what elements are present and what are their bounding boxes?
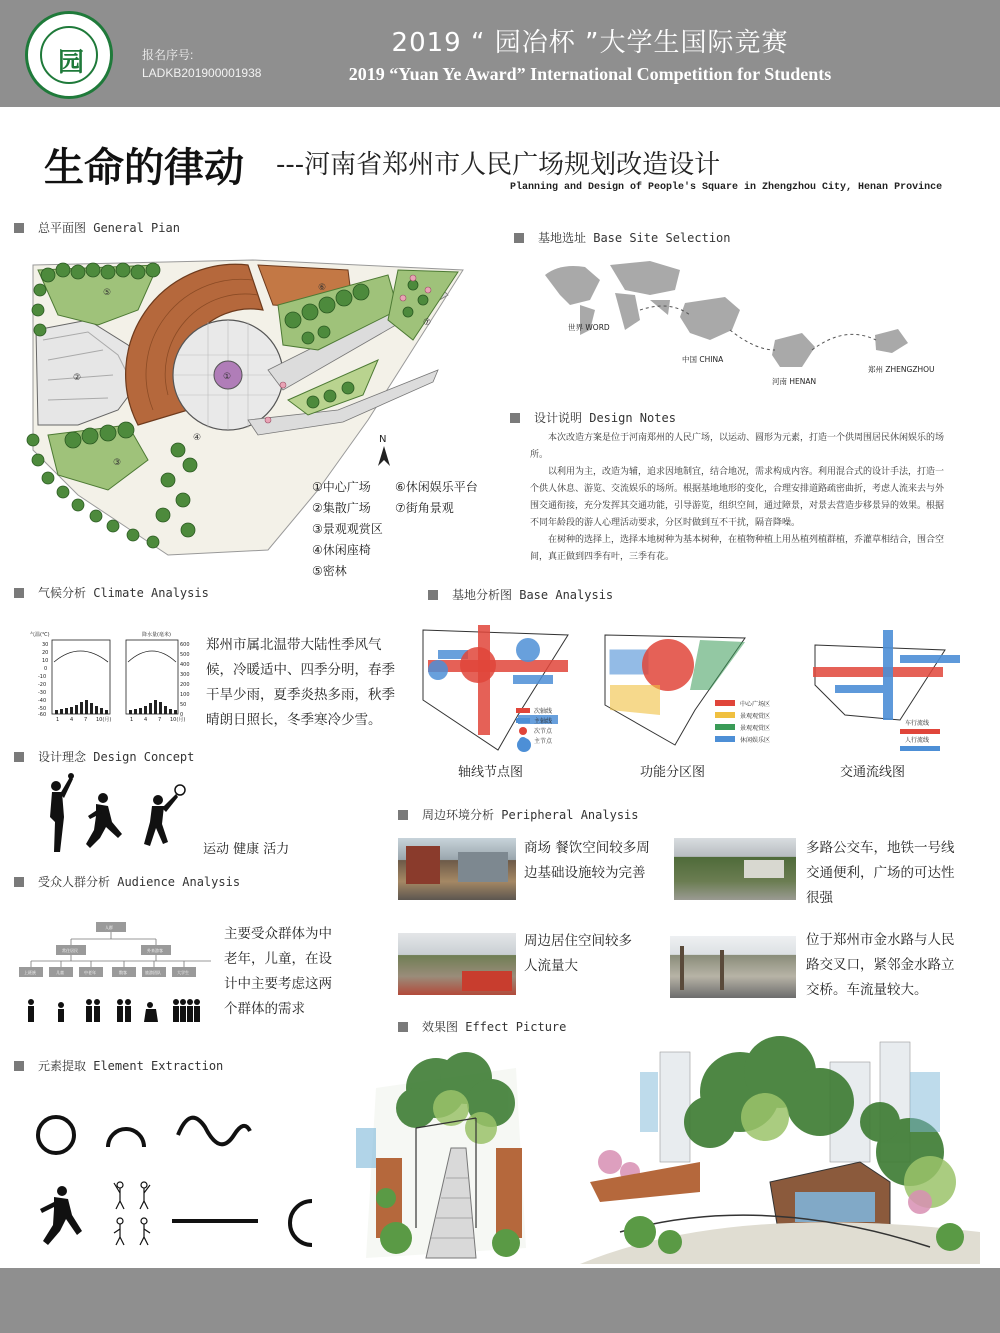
- tree-node: 大学生: [177, 970, 189, 975]
- axis-legend: 次轴线: [534, 708, 553, 715]
- temp-tick: -30: [38, 690, 47, 696]
- traffic-flow-diagram: [805, 625, 975, 755]
- competition-title-cn: 2019 “ 园冶杯 ”大学生国际竞赛: [391, 28, 789, 58]
- photo-bus-street: [674, 838, 796, 900]
- photo-bus: [462, 971, 512, 991]
- rain-tick: 400: [180, 662, 190, 668]
- plan-legend-col1: [312, 477, 383, 582]
- axis-legend: 次节点: [534, 728, 553, 735]
- design-notes-body: [530, 430, 948, 566]
- plan-marker: ④: [193, 433, 202, 443]
- section-marker-icon: [514, 233, 524, 243]
- section-marker-icon: [14, 1061, 24, 1071]
- section-marker-icon: [510, 413, 520, 423]
- function-zoning-diagram: [600, 630, 785, 755]
- stick-figures-icon: [114, 1182, 150, 1245]
- photo-tree-trunk: [680, 946, 684, 990]
- temp-tick: 0: [44, 666, 48, 672]
- effect-picture-path: [356, 1048, 536, 1268]
- caption-axis-node: 轴线节点图: [458, 765, 524, 780]
- map-label-china: 中国 CHINA: [682, 355, 724, 364]
- traffic-legend: 车行流线: [905, 720, 930, 727]
- arc-element-icon: [108, 1129, 144, 1147]
- axis-legend: 主轴线: [534, 718, 553, 725]
- plan-marker: ⑦: [423, 318, 432, 328]
- tree-node: 人群: [105, 925, 113, 930]
- section-audience: 受众人群分析 Audience Analysis: [14, 873, 240, 890]
- section-peripheral: 周边环境分析 Peripheral Analysis: [398, 806, 639, 823]
- poster-subtitle: ---河南省郑州市人民广场规划改造设计: [276, 150, 721, 180]
- rain-tick: 300: [180, 672, 190, 678]
- plan-legend-item: ④休闲座椅: [312, 543, 371, 557]
- site-location-map: [540, 255, 960, 395]
- plan-legend-item: ③景观观赏区: [312, 522, 383, 536]
- month-tick: 7: [84, 717, 88, 722]
- competition-logo: [25, 11, 113, 99]
- month-tick: 4: [70, 717, 74, 722]
- zone-legend: 景观观赏区: [740, 713, 771, 720]
- design-notes-paragraph: 本次改造方案是位于河南郑州的人民广场，以运动、圆形为元素，打造一个供周围居民休闲娱乐的场所。: [530, 433, 945, 460]
- competition-title-en: 2019 “Yuan Ye Award” International Competition for Students: [348, 64, 832, 84]
- plan-legend-item: ①中心广场: [312, 480, 371, 494]
- wave-element-icon: [178, 1118, 250, 1145]
- temp-tick: -10: [38, 674, 47, 680]
- design-notes-paragraph: 在树种的选择上，选择本地树种为基本树种，在植物种植上用丛植列植群植，乔灌草相结合，围合空间，真正做到四季有叶，三季有花。: [530, 535, 945, 562]
- temp-tick: -20: [38, 682, 47, 688]
- registration-number: LADKB201900001938: [142, 66, 262, 80]
- poster-title-en: Planning and Design of People's Square in Zhengzhou City, Henan Province: [510, 182, 943, 193]
- plan-marker: ①: [223, 372, 232, 382]
- traffic-legend: 人行流线: [905, 737, 930, 744]
- month-tick: 7: [158, 717, 162, 722]
- plan-legend-item: ⑤密林: [312, 564, 347, 578]
- axis-node-diagram: [418, 620, 588, 755]
- tree-node: 中老年: [84, 970, 96, 975]
- tree-node: 旅游团队: [145, 970, 161, 975]
- section-marker-icon: [14, 752, 24, 762]
- zone-legend: 景观观赏区: [740, 725, 771, 732]
- plan-legend-item: ⑥休闲娱乐平台: [395, 480, 478, 494]
- sport-silhouettes: [40, 772, 190, 857]
- month-tick: 10(月): [96, 717, 112, 722]
- caption-traffic-flow: 交通流线图: [840, 765, 906, 780]
- north-arrow-icon: [372, 432, 396, 468]
- section-marker-icon: [398, 1022, 408, 1032]
- compass-letter: N: [379, 434, 387, 445]
- rain-tick: 100: [180, 692, 190, 698]
- temp-tick: 30: [42, 642, 49, 648]
- section-marker-icon: [14, 223, 24, 233]
- plan-marker: ⑥: [318, 283, 327, 293]
- month-tick: 10(月): [170, 717, 186, 722]
- temp-tick: -40: [38, 698, 47, 704]
- photo-shopping-mall: [398, 838, 516, 900]
- photo-bus: [744, 860, 784, 878]
- plan-legend-item: ⑦街角景观: [395, 501, 454, 515]
- runner-element-icon: [40, 1186, 82, 1245]
- map-label-world: 世界 WORD: [568, 323, 610, 332]
- logo-glyph: 园: [57, 48, 84, 78]
- audience-tree-diagram: [16, 915, 216, 1027]
- design-notes-paragraph: 以利用为主，改造为辅，追求因地制宜，结合地况，需求构成内容。利用混合式的设计手法，打造一个供人休息、游览、交流娱乐的场所。根据基地地形的变化，合理安排道路疏密曲折，考虑人流来去与外围交通衔接，充分发挥其交通功能，引导游览，组织空间，通过障景，对景去营造步移景异的效果。根据不同年龄段的游人心理活动要求，分区时做到互不干扰，隔音降噪。: [530, 467, 945, 528]
- rain-tick: 0: [180, 712, 184, 718]
- map-label-henan: 河南 HENAN: [772, 377, 817, 386]
- concept-text: 运动 健康 活力: [203, 842, 290, 857]
- rain-tick: 200: [180, 682, 190, 688]
- month-tick: 1: [130, 717, 134, 722]
- rain-tick: 600: [180, 642, 190, 648]
- section-element: 元素提取 Element Extraction: [14, 1057, 223, 1074]
- climate-unit-rain: 降水量(毫米): [142, 632, 171, 638]
- month-tick: 1: [56, 717, 60, 722]
- section-design-concept: 设计理念 Design Concept: [14, 748, 194, 765]
- peripheral-text-2: 多路公交车，地铁一号线交通便利，广场的可达性很强: [806, 840, 955, 906]
- temp-tick: -60: [38, 712, 47, 718]
- temp-tick: 20: [42, 650, 49, 656]
- section-general-plan: 总平面图 General Pian: [14, 219, 180, 236]
- section-marker-icon: [398, 810, 408, 820]
- caption-function-zone: 功能分区图: [640, 765, 706, 780]
- axis-legend: 主节点: [534, 738, 553, 745]
- tree-node: 外来游客: [147, 948, 163, 953]
- map-label-zhengzhou: 郑州 ZHENGZHOU: [868, 365, 935, 374]
- plan-marker: ②: [73, 373, 82, 383]
- registration-label: 报名序号:: [142, 48, 194, 62]
- plan-legend-item: ②集散广场: [312, 501, 371, 515]
- climate-text: 郑州市属北温带大陆性季风气候，冷暖适中、四季分明，春季干旱少雨，夏季炎热多雨，秋季晴朗日照长，冬季寒冷少雪。: [206, 637, 395, 728]
- photo-residential: [398, 933, 516, 995]
- element-extraction-graphics: [20, 1105, 340, 1255]
- section-marker-icon: [428, 590, 438, 600]
- rain-tick: 50: [180, 702, 187, 708]
- zone-legend: 休闲娱乐区: [740, 737, 771, 744]
- plan-marker: ⑤: [103, 288, 112, 298]
- photo-building: [458, 852, 508, 882]
- peripheral-text-4: 位于郑州市金水路与人民路交叉口，紧邻金水路立交桥。车流量较大。: [806, 932, 955, 998]
- section-design-notes: 设计说明 Design Notes: [510, 409, 676, 426]
- month-tick: 4: [144, 717, 148, 722]
- climate-chart: [30, 630, 200, 722]
- rain-tick: 500: [180, 652, 190, 658]
- section-base-analysis: 基地分析图 Base Analysis: [428, 586, 613, 603]
- peripheral-text-1: 商场 餐饮空间较多周边基础设施较为完善: [524, 840, 650, 881]
- tree-node: 儿童: [56, 970, 64, 975]
- tree-node: 散客: [119, 970, 127, 975]
- section-marker-icon: [14, 588, 24, 598]
- effect-picture-plaza: [580, 1032, 980, 1264]
- plan-marker: ③: [113, 458, 122, 468]
- tree-node: 常住居民: [62, 948, 78, 953]
- climate-unit-temp: 气温(℃): [30, 632, 50, 638]
- temp-tick: 10: [42, 658, 49, 664]
- peripheral-text-3: 周边居住空间较多人流量大: [524, 933, 632, 974]
- temp-tick: -50: [38, 706, 47, 712]
- zone-legend: 中心广场区: [740, 701, 771, 708]
- plan-legend-col2: [395, 477, 478, 519]
- photo-intersection: [670, 936, 796, 998]
- poster-title: 生命的律动: [44, 144, 244, 191]
- section-marker-icon: [14, 877, 24, 887]
- tree-node: 上班族: [24, 970, 36, 975]
- half-circle-element-icon: [290, 1201, 312, 1245]
- circle-element-icon: [38, 1117, 74, 1153]
- photo-building: [406, 846, 440, 884]
- photo-tree-trunk: [720, 950, 724, 990]
- section-effect: 效果图 Effect Picture: [398, 1018, 566, 1035]
- section-base-site: 基地选址 Base Site Selection: [514, 229, 731, 246]
- footer-bar: [0, 1268, 1000, 1333]
- section-climate: 气候分析 Climate Analysis: [14, 584, 209, 601]
- audience-text: 主要受众群体为中老年，儿童，在设计中主要考虑这两个群体的需求: [224, 926, 332, 1017]
